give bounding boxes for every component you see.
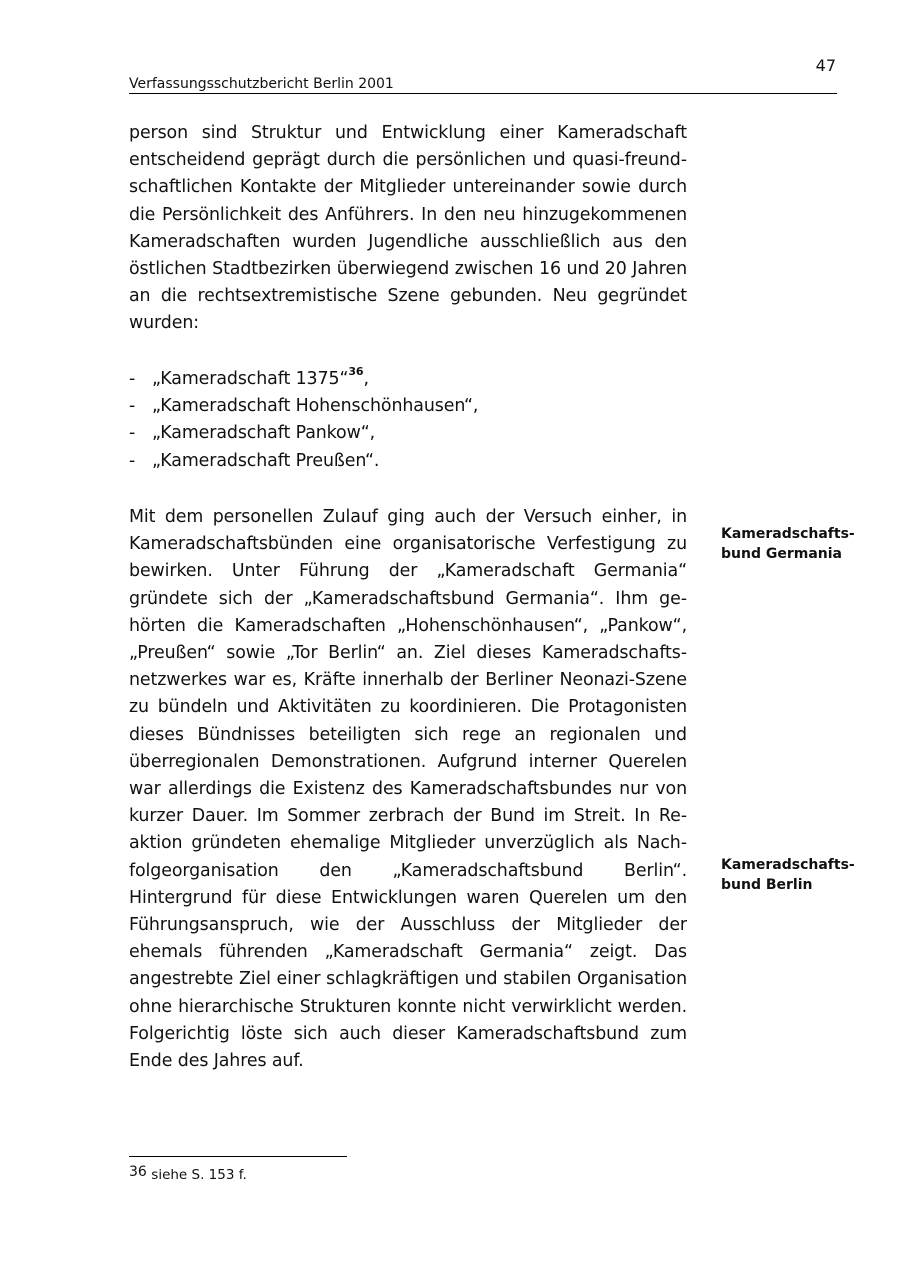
page-number: 47 xyxy=(815,56,836,75)
margin-note-germania xyxy=(721,524,871,564)
bullet-dash: - xyxy=(129,369,136,389)
footnote-number: 36 xyxy=(129,1164,147,1180)
margin-note-line: bund Berlin xyxy=(721,877,813,893)
margin-note-line: Kameradschafts- xyxy=(721,857,855,873)
list-item xyxy=(129,393,687,420)
list-item-text: „Kameradschaft Hohenschönhausen“, xyxy=(152,396,479,417)
bullet-dash: - xyxy=(129,450,136,471)
bullet-dash: - xyxy=(129,396,136,417)
bullet-dash: - xyxy=(129,423,136,444)
body-paragraph-2: Mit dem personellen Zulauf ging auch der Versuch einher, in Kameradschaftsbünden eine organisatorische Verfestigung zu bewirken. Unter Führung der „Kameradschaft Germania“ gründete sich der „Kameradschaftsbund Germania“. Ihm gehörten die Kameradschaften „Hohenschönhausen“, „Pankow“, „Preußen“ sowie „Tor Berlin“ an. Ziel dieses Kameradschaftsnetzwerkes war es, Kräfte innerhalb der Berliner Neonazi-Szene zu bündeln und Aktivitäten zu koordinieren. Die Protagonisten dieses Bündnisses beteiligten sich rege an regionalen und überregionalen Demonstrationen. Aufgrund interner Querelen war allerdings die Existenz des Kameradschaftsbundes nur von kurzer Dauer. Im Sommer zerbrach der Bund im Streit. In Reaktion gründeten ehemalige Mitglieder unverzüglich als Nachfolgeorganisation den „Kameradschaftsbund Berlin“. Hintergrund für diese Entwicklungen waren Querelen um den Führungsanspruch, wie der Ausschluss der Mitglieder der ehemals führenden „Kameradschaft Germania“ zeigt. Das angestrebte Ziel einer schlagkräftigen und stabilen Organisation ohne hierarchische Strukturen konnte nicht verwirklicht werden. Folgerichtig löste sich auch dieser Kameradschaftsbund zum Ende des Jahres auf. xyxy=(129,507,687,1072)
bullet-list xyxy=(129,366,687,475)
list-item-text: „Kameradschaft 1375“ xyxy=(152,369,349,389)
list-item-text: „Kameradschaft Preußen“. xyxy=(152,450,380,471)
running-header: Verfassungsschutzbericht Berlin 2001 xyxy=(129,76,837,94)
footnote-text: siehe S. 153 f. xyxy=(151,1167,247,1183)
footnote-separator xyxy=(129,1156,347,1157)
margin-note-berlin xyxy=(721,855,871,895)
footnote-36 xyxy=(129,1164,247,1183)
body-paragraph-1: person sind Struktur und Entwicklung einer Kameradschaft entscheidend geprägt durch die persönlichen und quasi-freundschaftlichen Kontakte der Mitglieder untereinander sowie durch die Persönlichkeit des Anführers. In den neu hinzugekommenen Kameradschaften wurden Jugendliche ausschließlich aus den östlichen Stadtbezirken überwiegend zwischen 16 und 20 Jahren an die rechtsextremistische Szene gebunden. Neu gegründet wurden: xyxy=(129,123,687,334)
list-item xyxy=(129,448,687,475)
list-item-punctuation: , xyxy=(363,369,369,389)
margin-note-line: bund Germania xyxy=(721,546,842,562)
list-item xyxy=(129,420,687,447)
list-item-text: „Kameradschaft Pankow“, xyxy=(152,423,376,444)
margin-note-line: Kameradschafts- xyxy=(721,526,855,542)
list-item xyxy=(129,366,687,393)
footnote-reference: 36 xyxy=(348,365,364,378)
